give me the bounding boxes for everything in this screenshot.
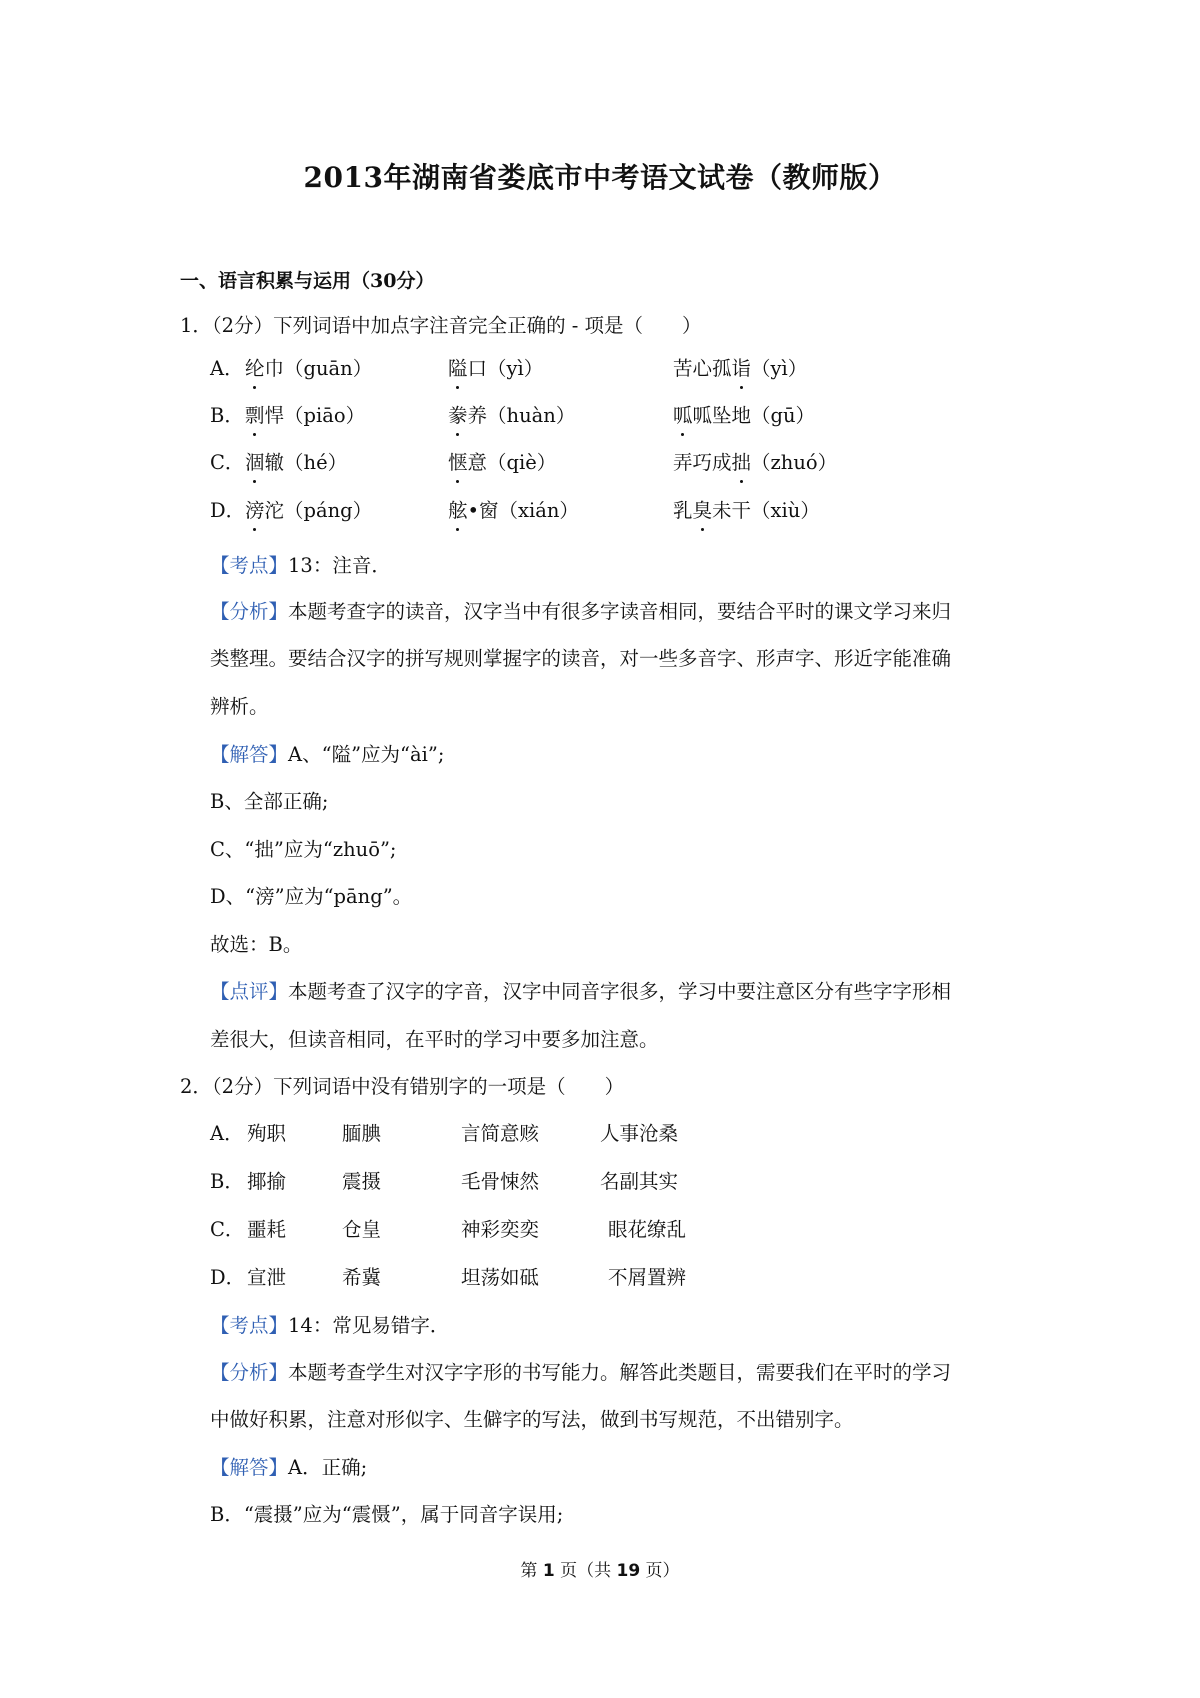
footer-suffix: 页） <box>640 1561 680 1581</box>
option-word <box>245 449 347 477</box>
dotted-character: 纶 <box>245 355 265 383</box>
option-letter: B． <box>210 404 244 427</box>
q1-jieda-line-c: C、“拙”应为“zhuō”; <box>210 838 397 861</box>
word-suffix: 意（qiè） <box>467 451 557 474</box>
word-suffix: 养（huàn） <box>467 404 576 427</box>
q1-fenxi-line-3: 辨析。 <box>210 695 269 718</box>
option-word: 噩耗 <box>247 1218 287 1241</box>
option-word <box>245 355 372 383</box>
q1-fenxi-line-2: 类整理。要结合汉字的拼写规则掌握字的读音，对一些多音字、形声字、形近字能准确 <box>210 647 952 670</box>
q2-jieda-line-b: B．“震摄”应为“震慑”，属于同音字误用; <box>210 1503 564 1526</box>
fenxi-text: 本题考查学生对汉字字形的书写能力。解答此类题目，需要我们在平时的学习 <box>288 1361 952 1384</box>
q2-fenxi-line-2: 中做好积累，注意对形似字、生僻字的写法，做到书写规范，不出错别字。 <box>210 1408 854 1431</box>
footer-page-number: 1 <box>542 1561 555 1581</box>
option-word: 震摄 <box>342 1170 382 1193</box>
word-prefix: 乳 <box>673 499 693 522</box>
q2-kaodian <box>210 1312 449 1340</box>
option-word: 言简意赅 <box>461 1122 540 1145</box>
jieda-text: A．正确; <box>288 1456 368 1479</box>
word-suffix: （zhuó） <box>751 451 838 474</box>
option-word <box>448 497 579 525</box>
dianping-text: 本题考查了汉字的字音，汉字中同音字很多，学习中要注意区分有些字字形相 <box>288 980 952 1003</box>
option-letter: A． <box>210 1122 244 1145</box>
dotted-character: 涸 <box>245 449 265 477</box>
dotted-character: 惬 <box>448 449 468 477</box>
dotted-character: 豢 <box>448 402 468 430</box>
option-letter: C． <box>210 1218 245 1241</box>
dotted-character: 舷 <box>448 497 468 525</box>
q1-answer-line: 故选：B。 <box>210 933 303 956</box>
word-suffix: 巾（guān） <box>264 357 373 380</box>
dotted-character: 拙 <box>732 449 752 477</box>
option-word: 毛骨悚然 <box>461 1170 540 1193</box>
fenxi-text: 本题考查字的读音，汉字当中有很多字读音相同，要结合平时的课文学习来归 <box>288 600 952 623</box>
option-word: 坦荡如砥 <box>461 1266 540 1289</box>
option-word: 不屑置辨 <box>608 1266 687 1289</box>
word-suffix: 口（yì） <box>467 357 544 380</box>
q2-fenxi-line-1 <box>210 1359 951 1387</box>
kaodian-text: 13：注音． <box>288 554 391 577</box>
option-word: 人事沧桑 <box>600 1122 679 1145</box>
q1-jieda <box>210 741 444 769</box>
word-suffix: （yì） <box>751 357 808 380</box>
kaodian-tag: 【考点】 <box>210 1314 289 1337</box>
option-word: 名副其实 <box>600 1170 679 1193</box>
page-title: 2013年湖南省娄底市中考语文试卷（教师版） <box>303 161 897 194</box>
option-letter: D． <box>210 1266 246 1289</box>
option-letter: A． <box>210 357 244 380</box>
word-suffix: 未干（xiù） <box>712 499 820 522</box>
option-word <box>673 355 807 383</box>
q1-stem: 1．（2分）下列词语中加点字注音完全正确的 - 项是（ ） <box>180 314 702 337</box>
footer-middle: 页（共 <box>554 1561 617 1581</box>
jieda-tag: 【解答】 <box>210 743 289 766</box>
q1-dianping <box>210 978 951 1006</box>
dotted-character: 呱 <box>673 402 693 430</box>
page-footer <box>0 1556 1200 1581</box>
footer-total-pages: 19 <box>616 1561 641 1581</box>
word-suffix: 沱（páng） <box>264 499 373 522</box>
option-word: 腼腆 <box>342 1122 382 1145</box>
jieda-text: A、“隘”应为“ài”; <box>288 743 445 766</box>
option-word <box>448 449 556 477</box>
option-word <box>245 497 372 525</box>
section-heading: 一、语言积累与运用（30分） <box>180 270 435 292</box>
kaodian-tag: 【考点】 <box>210 554 289 577</box>
fenxi-tag: 【分析】 <box>210 1361 289 1384</box>
dianping-tag: 【点评】 <box>210 980 289 1003</box>
option-word <box>673 449 837 477</box>
q1-fenxi-line-1 <box>210 598 951 626</box>
option-letter: D． <box>210 499 246 522</box>
q1-kaodian <box>210 552 391 580</box>
fenxi-tag: 【分析】 <box>210 600 289 623</box>
dotted-character: 滂 <box>245 497 265 525</box>
dotted-character: 剽 <box>245 402 265 430</box>
word-suffix: 悍（piāo） <box>264 404 366 427</box>
option-word <box>448 355 543 383</box>
dotted-character: 隘 <box>448 355 468 383</box>
option-word: 希冀 <box>342 1266 382 1289</box>
option-letter: B． <box>210 1170 244 1193</box>
option-word <box>245 402 365 430</box>
dotted-character: 臭 <box>693 497 713 525</box>
kaodian-text: 14：常见易错字． <box>288 1314 450 1337</box>
word-prefix: 苦心孤 <box>673 357 732 380</box>
option-letter: C． <box>210 451 245 474</box>
option-word: 宣泄 <box>247 1266 287 1289</box>
q1-jieda-line-b: B、全部正确; <box>210 790 329 813</box>
option-word <box>673 402 815 430</box>
option-word <box>673 497 820 525</box>
q1-dianping-line-2: 差很大，但读音相同，在平时的学习中要多加注意。 <box>210 1028 659 1051</box>
q1-jieda-line-d: D、“滂”应为“pāng”。 <box>210 885 413 908</box>
option-word: 眼花缭乱 <box>608 1218 687 1241</box>
jieda-tag: 【解答】 <box>210 1456 289 1479</box>
dotted-character: 诣 <box>732 355 752 383</box>
option-word: 仓皇 <box>342 1218 382 1241</box>
word-suffix: 呱坠地（gū） <box>692 404 816 427</box>
q2-stem: 2．（2分）下列词语中没有错别字的一项是（ ） <box>180 1075 625 1098</box>
option-word <box>448 402 575 430</box>
option-word: 揶揄 <box>247 1170 287 1193</box>
option-word: 殉职 <box>247 1122 287 1145</box>
word-prefix: 弄巧成 <box>673 451 732 474</box>
q2-jieda <box>210 1454 367 1482</box>
option-word: 神彩奕奕 <box>461 1218 540 1241</box>
word-suffix: •窗（xián） <box>467 499 579 522</box>
footer-prefix: 第 <box>520 1561 543 1581</box>
word-suffix: 辙（hé） <box>264 451 348 474</box>
